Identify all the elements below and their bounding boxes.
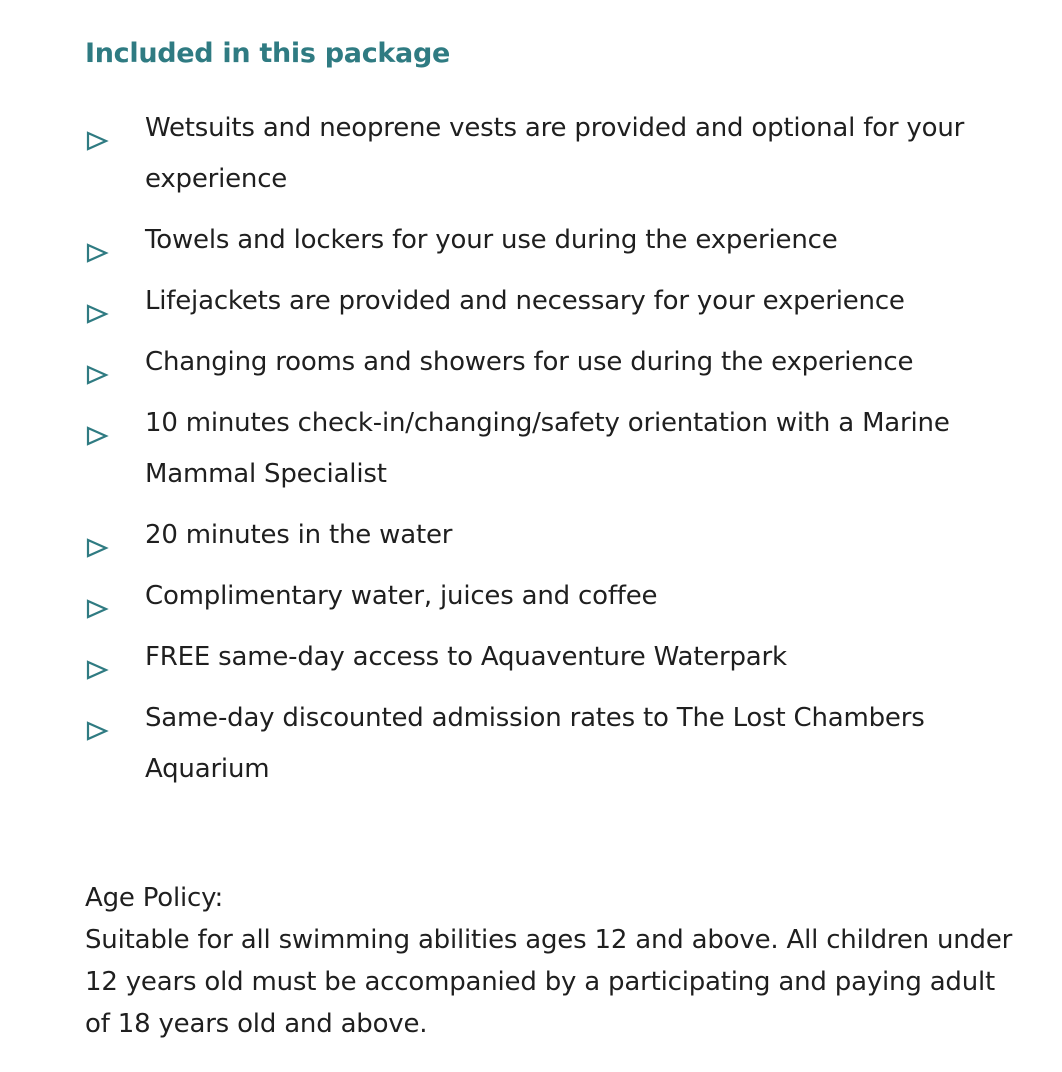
- age-policy-text: Suitable for all swimming abilities ages 12 and above. All children under 12 years old must be accompanied by a participating and paying adult of 18 years old and above.: [85, 925, 1013, 1039]
- list-item-text: 20 minutes in the water: [145, 520, 453, 550]
- package-heading: Included in this package: [85, 38, 451, 69]
- triangle-outline-right-icon: [85, 415, 109, 439]
- list-item: [85, 276, 1035, 327]
- list-item: [85, 215, 1035, 266]
- list-item-text: Changing rooms and showers for use during the experience: [145, 347, 914, 377]
- age-policy-title: Age Policy:: [85, 883, 224, 913]
- list-item-text: Wetsuits and neoprene vests are provided and optional for your experience: [145, 113, 965, 194]
- list-item: [85, 337, 1035, 388]
- triangle-outline-right-icon: [85, 649, 109, 673]
- list-item: [85, 632, 1035, 683]
- triangle-outline-right-icon: [85, 293, 109, 317]
- list-item-text: FREE same-day access to Aquaventure Waterpark: [145, 642, 787, 672]
- triangle-outline-right-icon: [85, 120, 109, 144]
- list-item: [85, 398, 1035, 500]
- list-item-text: Towels and lockers for your use during the experience: [145, 225, 838, 255]
- triangle-outline-right-icon: [85, 710, 109, 734]
- list-item-text: Complimentary water, juices and coffee: [145, 581, 658, 611]
- triangle-outline-right-icon: [85, 588, 109, 612]
- list-item-text: Same-day discounted admission rates to The Lost Chambers Aquarium: [145, 703, 925, 784]
- list-item: [85, 693, 1035, 795]
- list-item-text: 10 minutes check-in/changing/safety orientation with a Marine Mammal Specialist: [145, 408, 950, 489]
- list-item: [85, 571, 1035, 622]
- list-item-text: Lifejackets are provided and necessary for your experience: [145, 286, 905, 316]
- inclusions-list: [85, 103, 1035, 805]
- triangle-outline-right-icon: [85, 354, 109, 378]
- list-item: [85, 103, 1035, 205]
- triangle-outline-right-icon: [85, 232, 109, 256]
- triangle-outline-right-icon: [85, 527, 109, 551]
- list-item: [85, 510, 1035, 561]
- age-policy: [85, 877, 1025, 1045]
